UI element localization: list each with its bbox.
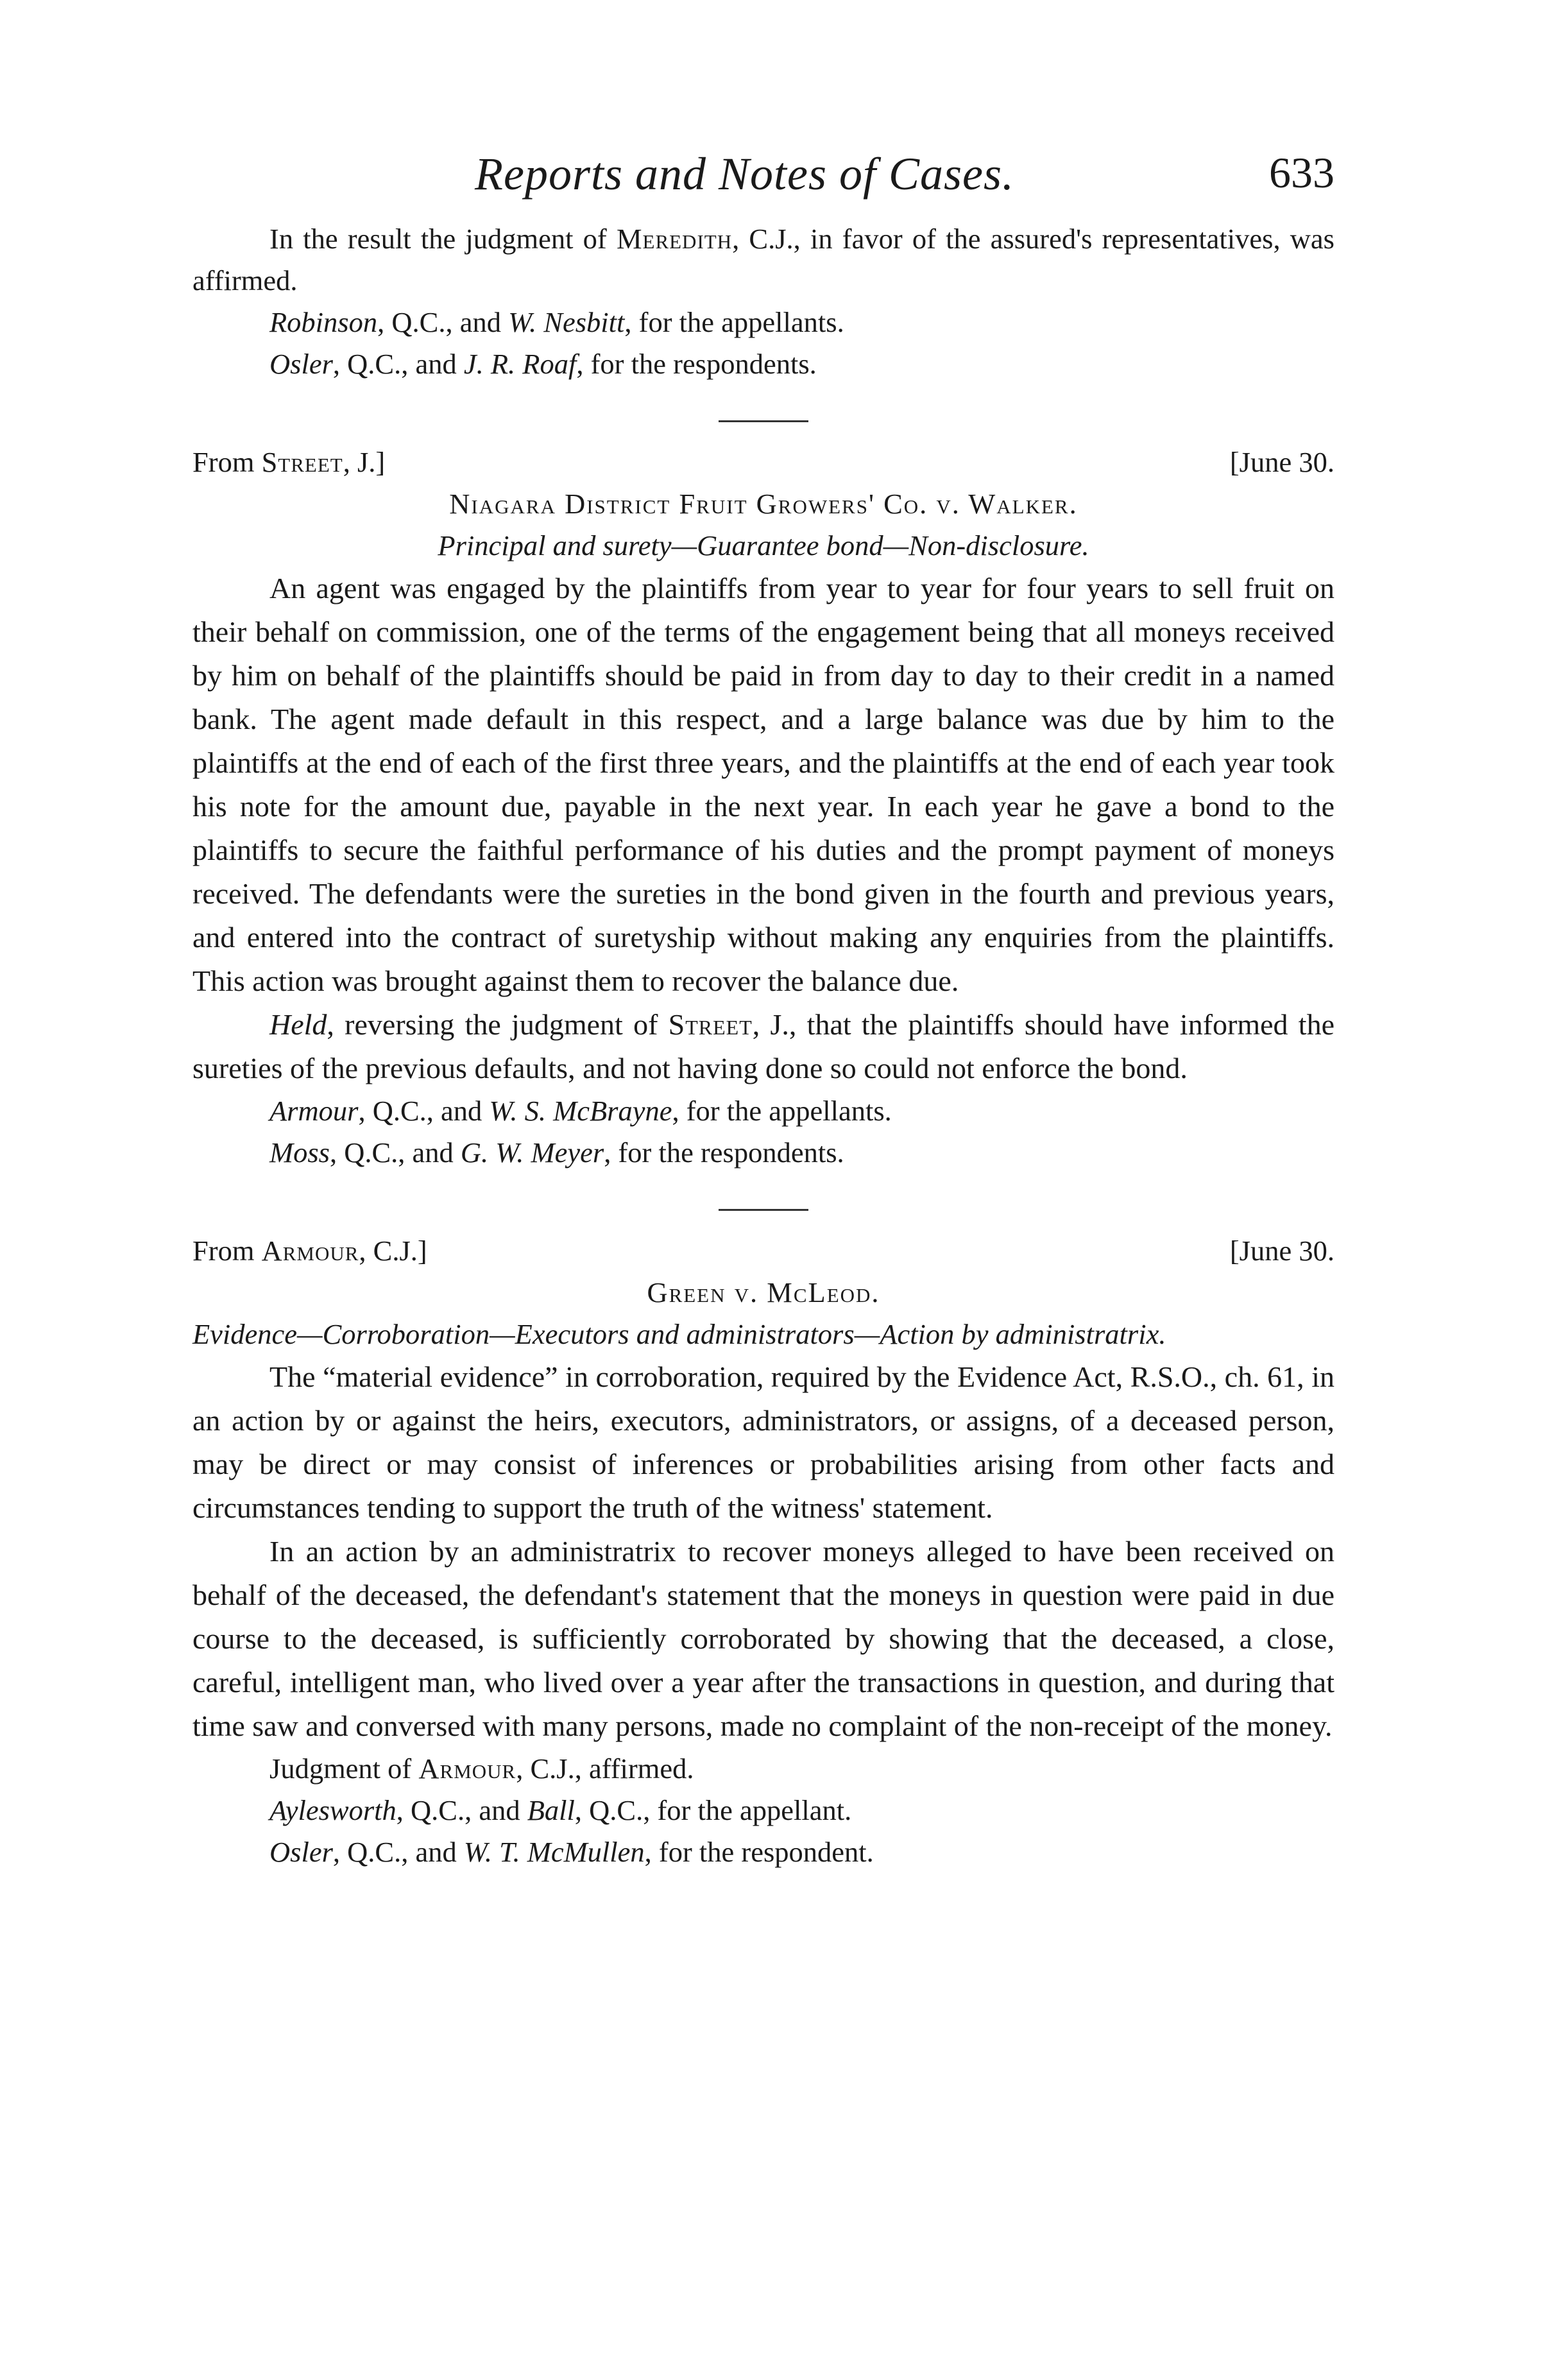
case-headnote: Principal and surety—Guarantee bond—Non-disclosure. <box>438 529 1089 561</box>
court-from-line <box>192 441 1334 483</box>
decision-date: [June 30. <box>1229 446 1334 478</box>
judgment-line: Judgment of Armour, C.J., affirmed. <box>269 1752 694 1785</box>
case0-result: In the result the judgment of Meredith, C.J., in favor of the assured's representatives, was affirmed. <box>192 223 1334 296</box>
page-number: 633 <box>1269 148 1334 197</box>
running-title: Reports and Notes of Cases. <box>475 148 1015 200</box>
counsel-respondent: Osler, Q.C., and W. T. McMullen, for the respondent. <box>269 1836 874 1868</box>
from-judge: From Street, J.] <box>192 446 386 478</box>
counsel-appellants: Armour, Q.C., and W. S. McBrayne, for the appellants. <box>269 1095 892 1127</box>
court-from-line <box>192 1230 1334 1272</box>
counsel-respondents: Moss, Q.C., and G. W. Meyer, for the respondents. <box>269 1136 844 1169</box>
from-judge: From Armour, C.J.] <box>192 1235 427 1267</box>
decision-date: [June 30. <box>1229 1235 1334 1267</box>
section-divider <box>719 420 808 422</box>
section-divider <box>719 1209 808 1211</box>
counsel-respondents: Osler, Q.C., and J. R. Roaf, for the respondents. <box>269 348 817 380</box>
running-head <box>192 148 1334 218</box>
counsel-appellants: Robinson, Q.C., and W. Nesbitt, for the appellants. <box>269 306 844 338</box>
case-niagara <box>192 441 1334 1174</box>
counsel-appellant: Aylesworth, Q.C., and Ball, Q.C., for the appellant. <box>269 1794 852 1826</box>
case-continued <box>192 218 1334 385</box>
case-title: Green v. McLeod. <box>647 1276 880 1308</box>
case-facts: An agent was engaged by the plaintiffs from year to year for four years to sell fruit on their behalf on commission, one of the terms of the engagement being that all moneys received by him on behalf of the plaintiffs should be paid in from day to day to their credit in a named bank. The agent made default in this respect, and a large balance was due by him to the plaintiffs at the end of each of the first three years, and the plaintiffs at the end of each year took his note for the amount due, payable in the next year. In each year he gave a bond to the plaintiffs to secure the faithful performance of his duties and the prompt payment of moneys received. The defendants were the sureties in the bond given in the fourth and previous years, and entered into the contract of suretyship without making any enquiries from the plaintiffs. This action was brought against them to recover the balance due. <box>192 572 1334 997</box>
document-page <box>192 148 1334 1873</box>
case-holding: Held, reversing the judgment of Street, J., that the plaintiffs should have informed the sureties of the previous defaults, and not having done so could not enforce the bond. <box>192 1008 1334 1084</box>
case-green-mcleod <box>192 1230 1334 1873</box>
judge-name: Meredith <box>616 223 733 255</box>
case-paragraph: In an action by an administratrix to recover moneys alleged to have been received on behalf of the deceased, the defendant's statement that the moneys in question were paid in due course to the deceased, is sufficiently corroborated by showing that the deceased, a close, careful, intelligent man, who lived over a year after the transactions in question, and during that time saw and conversed with many persons, made no complaint of the non-receipt of the money. <box>192 1535 1334 1742</box>
case-paragraph: The “material evidence” in corroboration, required by the Evidence Act, R.S.O., ch. 61, in an action by or against the heirs, executors, administrators, or assigns, of a deceased person, may be direct or may consist of inferences or probabilities arising from other facts and circumstances tending to support the truth of the witness' statement. <box>192 1360 1334 1524</box>
case-title: Niagara District Fruit Growers' Co. v. Walker. <box>449 488 1078 520</box>
case-headnote: Evidence—Corroboration—Executors and administrators—Action by administratrix. <box>192 1318 1166 1350</box>
